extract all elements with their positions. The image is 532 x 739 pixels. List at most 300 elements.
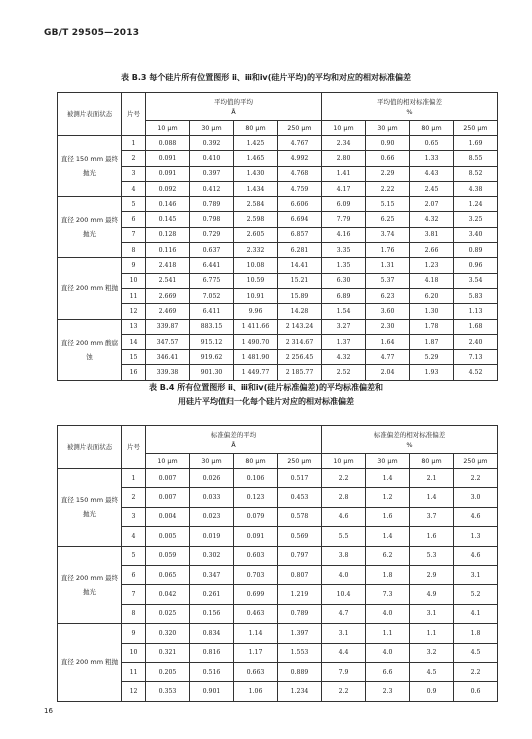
table-row: [58, 662, 498, 681]
value-cell: 3.35: [322, 243, 366, 258]
value-cell: 0.516: [190, 662, 234, 681]
value-cell: 0.156: [190, 604, 234, 623]
value-cell: 0.637: [190, 243, 234, 258]
value-cell: 5.83: [454, 288, 498, 303]
value-cell: 1.87: [410, 334, 454, 349]
value-cell: 1.2: [366, 488, 410, 507]
value-cell: 10.08: [234, 258, 278, 273]
table-row: [58, 469, 498, 488]
value-cell: 0.807: [278, 565, 322, 584]
value-cell: 0.889: [278, 662, 322, 681]
value-cell: 2.80: [322, 151, 366, 166]
value-cell: 3.0: [454, 488, 498, 507]
wafer-number-cell: 1: [122, 136, 146, 151]
value-cell: 0.453: [278, 488, 322, 507]
value-cell: 2.2: [322, 469, 366, 488]
value-cell: 0.797: [278, 546, 322, 565]
value-cell: 6.6: [366, 662, 410, 681]
wafer-number-cell: 7: [122, 585, 146, 604]
value-cell: 0.729: [190, 227, 234, 242]
subcolumn-header: 250 μm: [454, 454, 498, 469]
value-cell: 0.663: [234, 662, 278, 681]
table-row: [58, 624, 498, 643]
subcolumn-header: 10 μm: [322, 121, 366, 136]
value-cell: 1.425: [234, 136, 278, 151]
value-cell: 6.89: [322, 288, 366, 303]
value-cell: 0.033: [190, 488, 234, 507]
subcolumn-header: 250 μm: [278, 454, 322, 469]
table-row: [58, 350, 498, 365]
value-cell: 1 490.70: [234, 334, 278, 349]
subcolumn-header: 10 μm: [322, 454, 366, 469]
value-cell: 1.553: [278, 643, 322, 662]
value-cell: 0.042: [146, 585, 190, 604]
wafer-number-cell: 15: [122, 350, 146, 365]
subcolumn-header: 30 μm: [366, 121, 410, 136]
subcolumn-header: 250 μm: [454, 121, 498, 136]
value-cell: 0.106: [234, 469, 278, 488]
value-cell: 6.2: [366, 546, 410, 565]
wafer-number-cell: 8: [122, 243, 146, 258]
value-cell: 6.09: [322, 197, 366, 212]
value-cell: 0.205: [146, 662, 190, 681]
value-cell: 2 143.24: [278, 319, 322, 334]
value-cell: 4.32: [322, 350, 366, 365]
value-cell: 2.30: [366, 319, 410, 334]
value-cell: 6.25: [366, 212, 410, 227]
value-cell: 9.96: [234, 304, 278, 319]
value-cell: 919.62: [190, 350, 234, 365]
value-cell: 7.9: [322, 662, 366, 681]
value-cell: 2.29: [366, 166, 410, 181]
surface-state-cell: 直径 200 mm 酸腐蚀: [58, 319, 122, 380]
value-cell: 0.079: [234, 507, 278, 526]
value-cell: 4.7: [322, 604, 366, 623]
value-cell: 6.281: [278, 243, 322, 258]
table-row: [58, 585, 498, 604]
table-row: [58, 288, 498, 303]
value-cell: 2.34: [322, 136, 366, 151]
group-title: 平均值的平均: [214, 97, 253, 106]
value-cell: 0.321: [146, 643, 190, 662]
group-title: 标准偏差的平均: [210, 430, 257, 439]
value-cell: 1.234: [278, 682, 322, 701]
value-cell: 1 411.66: [234, 319, 278, 334]
value-cell: 2 256.45: [278, 350, 322, 365]
value-cell: 2.3: [366, 682, 410, 701]
value-cell: 0.347: [190, 565, 234, 584]
value-cell: 4.32: [410, 212, 454, 227]
value-cell: 1.37: [322, 334, 366, 349]
table-row: [58, 166, 498, 181]
value-cell: 4.9: [410, 585, 454, 604]
table-row: [58, 243, 498, 258]
value-cell: 6.694: [278, 212, 322, 227]
value-cell: 2.541: [146, 273, 190, 288]
value-cell: 5.15: [366, 197, 410, 212]
value-cell: 0.569: [278, 527, 322, 546]
wafer-number-cell: 6: [122, 212, 146, 227]
value-cell: 3.7: [410, 507, 454, 526]
value-cell: 1.78: [410, 319, 454, 334]
value-cell: 2.2: [454, 469, 498, 488]
value-cell: 6.411: [190, 304, 234, 319]
value-cell: 0.146: [146, 197, 190, 212]
value-cell: 346.41: [146, 350, 190, 365]
group-title: 平均值的相对标准偏差: [377, 97, 442, 106]
value-cell: 2.669: [146, 288, 190, 303]
value-cell: 2.598: [234, 212, 278, 227]
wafer-number-cell: 10: [122, 273, 146, 288]
value-cell: 0.789: [190, 197, 234, 212]
table-row: [58, 273, 498, 288]
value-cell: 4.5: [454, 643, 498, 662]
wafer-number-cell: 3: [122, 507, 146, 526]
column-group-std-mean: [146, 426, 322, 454]
value-cell: 4.43: [410, 166, 454, 181]
value-cell: 1.8: [366, 565, 410, 584]
value-cell: 0.059: [146, 546, 190, 565]
value-cell: 0.004: [146, 507, 190, 526]
value-cell: 0.412: [190, 181, 234, 196]
table-row: [58, 136, 498, 151]
value-cell: 0.025: [146, 604, 190, 623]
wafer-number-cell: 1: [122, 469, 146, 488]
value-cell: 4.52: [454, 365, 498, 380]
value-cell: 1.35: [322, 258, 366, 273]
value-cell: 0.019: [190, 527, 234, 546]
value-cell: 1.54: [322, 304, 366, 319]
value-cell: 3.2: [410, 643, 454, 662]
value-cell: 1.93: [410, 365, 454, 380]
value-cell: 3.27: [322, 319, 366, 334]
value-cell: 1.6: [366, 507, 410, 526]
value-cell: 4.0: [366, 604, 410, 623]
wafer-number-cell: 4: [122, 181, 146, 196]
value-cell: 6.775: [190, 273, 234, 288]
value-cell: 5.29: [410, 350, 454, 365]
value-cell: 2.22: [366, 181, 410, 196]
table-row: [58, 151, 498, 166]
value-cell: 0.353: [146, 682, 190, 701]
column-header-state: 被测片表面状态: [58, 93, 122, 136]
table-b3-caption: 表 B.3 每个硅片所有位置图形 ⅱ、ⅲ和ⅳ(硅片平均)的平均和对应的相对标准偏差: [120, 73, 412, 82]
subcolumn-header: 80 μm: [234, 121, 278, 136]
value-cell: 6.23: [366, 288, 410, 303]
value-cell: 4.6: [454, 507, 498, 526]
value-cell: 4.1: [454, 604, 498, 623]
value-cell: 1.397: [278, 624, 322, 643]
table-row: [58, 682, 498, 701]
surface-state-cell: 直径 200 mm 粗抛: [58, 258, 122, 319]
value-cell: 0.145: [146, 212, 190, 227]
value-cell: 0.302: [190, 546, 234, 565]
value-cell: 5.3: [410, 546, 454, 565]
value-cell: 0.091: [146, 166, 190, 181]
value-cell: 14.28: [278, 304, 322, 319]
column-group-std-rsd: [322, 426, 498, 454]
value-cell: 5.5: [322, 527, 366, 546]
value-cell: 5.37: [366, 273, 410, 288]
value-cell: 0.90: [366, 136, 410, 151]
wafer-number-cell: 12: [122, 304, 146, 319]
column-header-no: 片号: [122, 93, 146, 136]
value-cell: 6.606: [278, 197, 322, 212]
value-cell: 0.603: [234, 546, 278, 565]
value-cell: 0.023: [190, 507, 234, 526]
value-cell: 0.007: [146, 488, 190, 507]
value-cell: 1.31: [366, 258, 410, 273]
value-cell: 1.434: [234, 181, 278, 196]
table-b4: [57, 425, 498, 702]
value-cell: 2.1: [410, 469, 454, 488]
value-cell: 3.1: [454, 565, 498, 584]
value-cell: 0.092: [146, 181, 190, 196]
value-cell: 0.261: [190, 585, 234, 604]
value-cell: 0.834: [190, 624, 234, 643]
value-cell: 1.4: [366, 527, 410, 546]
value-cell: 0.320: [146, 624, 190, 643]
table-row: [58, 527, 498, 546]
value-cell: 4.4: [322, 643, 366, 662]
value-cell: 1 449.77: [234, 365, 278, 380]
value-cell: 4.18: [410, 273, 454, 288]
table-row: [58, 304, 498, 319]
value-cell: 7.052: [190, 288, 234, 303]
value-cell: 0.66: [366, 151, 410, 166]
document-header: GB/T 29505—2013: [44, 28, 140, 38]
value-cell: 1.41: [322, 166, 366, 181]
value-cell: 2.469: [146, 304, 190, 319]
value-cell: 0.96: [454, 258, 498, 273]
wafer-number-cell: 10: [122, 643, 146, 662]
group-title: 标准偏差的相对标准偏差: [373, 430, 446, 439]
wafer-number-cell: 2: [122, 488, 146, 507]
value-cell: 1.1: [410, 624, 454, 643]
value-cell: 2.40: [454, 334, 498, 349]
value-cell: 0.005: [146, 527, 190, 546]
table-row: [58, 319, 498, 334]
surface-state-cell: 直径 200 mm 粗抛: [58, 624, 122, 702]
value-cell: 0.9: [410, 682, 454, 701]
value-cell: 1 481.90: [234, 350, 278, 365]
value-cell: 2.45: [410, 181, 454, 196]
subcolumn-header: 80 μm: [410, 454, 454, 469]
value-cell: 339.38: [146, 365, 190, 380]
value-cell: 1.430: [234, 166, 278, 181]
value-cell: 883.15: [190, 319, 234, 334]
value-cell: 0.89: [454, 243, 498, 258]
wafer-number-cell: 13: [122, 319, 146, 334]
table-row: [58, 643, 498, 662]
wafer-number-cell: 5: [122, 546, 146, 565]
value-cell: 3.8: [322, 546, 366, 565]
value-cell: 7.3: [366, 585, 410, 604]
value-cell: 4.16: [322, 227, 366, 242]
value-cell: 1.4: [366, 469, 410, 488]
value-cell: 4.17: [322, 181, 366, 196]
value-cell: 8.52: [454, 166, 498, 181]
value-cell: 0.128: [146, 227, 190, 242]
value-cell: 0.091: [146, 151, 190, 166]
wafer-number-cell: 7: [122, 227, 146, 242]
value-cell: 0.901: [190, 682, 234, 701]
value-cell: 1.68: [454, 319, 498, 334]
value-cell: 0.088: [146, 136, 190, 151]
wafer-number-cell: 3: [122, 166, 146, 181]
table-b3: [57, 92, 498, 381]
value-cell: 0.517: [278, 469, 322, 488]
wafer-number-cell: 6: [122, 565, 146, 584]
value-cell: 1.30: [410, 304, 454, 319]
wafer-number-cell: 9: [122, 258, 146, 273]
value-cell: 7.13: [454, 350, 498, 365]
value-cell: 3.1: [322, 624, 366, 643]
value-cell: 0.116: [146, 243, 190, 258]
value-cell: 1.17: [234, 643, 278, 662]
subcolumn-header: 10 μm: [146, 121, 190, 136]
value-cell: 1.69: [454, 136, 498, 151]
value-cell: 1.6: [410, 527, 454, 546]
value-cell: 2.66: [410, 243, 454, 258]
value-cell: 1.33: [410, 151, 454, 166]
value-cell: 4.767: [278, 136, 322, 151]
value-cell: 3.60: [366, 304, 410, 319]
value-cell: 0.091: [234, 527, 278, 546]
column-header-state: 被测片表面状态: [58, 426, 122, 469]
value-cell: 2.418: [146, 258, 190, 273]
value-cell: 10.4: [322, 585, 366, 604]
value-cell: 4.992: [278, 151, 322, 166]
wafer-number-cell: 5: [122, 197, 146, 212]
value-cell: 0.065: [146, 565, 190, 584]
value-cell: 0.123: [234, 488, 278, 507]
value-cell: 2.332: [234, 243, 278, 258]
value-cell: 2.04: [366, 365, 410, 380]
value-cell: 15.21: [278, 273, 322, 288]
value-cell: 2.8: [322, 488, 366, 507]
surface-state-cell: 直径 150 mm 最终抛光: [58, 469, 122, 547]
value-cell: 2.2: [454, 662, 498, 681]
value-cell: 7.79: [322, 212, 366, 227]
group-unit: Å: [231, 440, 236, 449]
subcolumn-header: 250 μm: [278, 121, 322, 136]
value-cell: 347.57: [146, 334, 190, 349]
table-row: [58, 334, 498, 349]
value-cell: 10.91: [234, 288, 278, 303]
table-row: [58, 212, 498, 227]
value-cell: 0.578: [278, 507, 322, 526]
wafer-number-cell: 4: [122, 527, 146, 546]
surface-state-cell: 直径 150 mm 最终抛光: [58, 136, 122, 197]
value-cell: 0.789: [278, 604, 322, 623]
subcolumn-header: 80 μm: [234, 454, 278, 469]
value-cell: 8.55: [454, 151, 498, 166]
subcolumn-header: 80 μm: [410, 121, 454, 136]
value-cell: 1.14: [234, 624, 278, 643]
column-group-rsd: [322, 93, 498, 121]
value-cell: 0.6: [454, 682, 498, 701]
table-b4-caption-line2: 用硅片平均值归一化每个硅片对应的相对标准偏差: [178, 397, 354, 406]
subcolumn-header: 30 μm: [190, 454, 234, 469]
value-cell: 6.30: [322, 273, 366, 288]
value-cell: 4.0: [366, 643, 410, 662]
value-cell: 4.6: [322, 507, 366, 526]
value-cell: 1.64: [366, 334, 410, 349]
value-cell: 901.30: [190, 365, 234, 380]
value-cell: 3.81: [410, 227, 454, 242]
value-cell: 0.392: [190, 136, 234, 151]
value-cell: 4.38: [454, 181, 498, 196]
group-unit: Å: [231, 107, 236, 116]
subcolumn-header: 30 μm: [190, 121, 234, 136]
value-cell: 1.219: [278, 585, 322, 604]
value-cell: 2.2: [322, 682, 366, 701]
value-cell: 0.703: [234, 565, 278, 584]
value-cell: 339.87: [146, 319, 190, 334]
value-cell: 1.8: [454, 624, 498, 643]
wafer-number-cell: 11: [122, 662, 146, 681]
wafer-number-cell: 2: [122, 151, 146, 166]
wafer-number-cell: 11: [122, 288, 146, 303]
value-cell: 2 185.77: [278, 365, 322, 380]
value-cell: 0.699: [234, 585, 278, 604]
surface-state-cell: 直径 200 mm 最终抛光: [58, 197, 122, 258]
value-cell: 4.768: [278, 166, 322, 181]
wafer-number-cell: 14: [122, 334, 146, 349]
value-cell: 1.06: [234, 682, 278, 701]
value-cell: 4.77: [366, 350, 410, 365]
page-number: 16: [44, 707, 53, 715]
value-cell: 1.3: [454, 527, 498, 546]
value-cell: 0.798: [190, 212, 234, 227]
table-row: [58, 488, 498, 507]
value-cell: 6.20: [410, 288, 454, 303]
value-cell: 0.026: [190, 469, 234, 488]
table-row: [58, 546, 498, 565]
value-cell: 3.40: [454, 227, 498, 242]
value-cell: 0.463: [234, 604, 278, 623]
table-row: [58, 365, 498, 380]
value-cell: 1.4: [410, 488, 454, 507]
value-cell: 2.584: [234, 197, 278, 212]
value-cell: 1.1: [366, 624, 410, 643]
surface-state-cell: 直径 200 mm 最终抛光: [58, 546, 122, 624]
value-cell: 15.89: [278, 288, 322, 303]
value-cell: 4.0: [322, 565, 366, 584]
table-row: [58, 604, 498, 623]
table-row: [58, 258, 498, 273]
table-b4-caption-line1: 表 B.4 所有位置图形 ⅱ、ⅲ和ⅳ(硅片标准偏差)的平均标准偏差和: [148, 383, 384, 392]
value-cell: 4.5: [410, 662, 454, 681]
value-cell: 3.25: [454, 212, 498, 227]
value-cell: 1.465: [234, 151, 278, 166]
value-cell: 5.2: [454, 585, 498, 604]
value-cell: 0.65: [410, 136, 454, 151]
group-unit: %: [406, 107, 413, 116]
table-row: [58, 197, 498, 212]
value-cell: 3.74: [366, 227, 410, 242]
wafer-number-cell: 9: [122, 624, 146, 643]
table-row: [58, 181, 498, 196]
value-cell: 0.816: [190, 643, 234, 662]
value-cell: 6.441: [190, 258, 234, 273]
table-row: [58, 507, 498, 526]
wafer-number-cell: 16: [122, 365, 146, 380]
value-cell: 2 314.67: [278, 334, 322, 349]
value-cell: 2.605: [234, 227, 278, 242]
value-cell: 6.857: [278, 227, 322, 242]
